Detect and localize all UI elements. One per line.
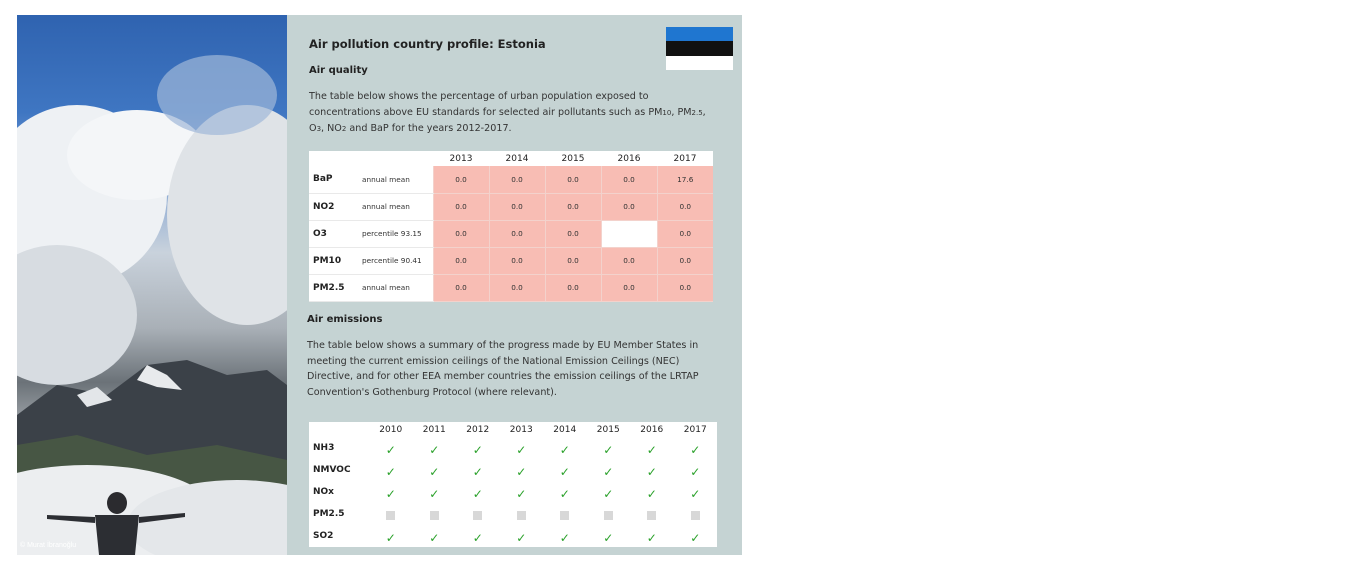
year-header: 2014 bbox=[489, 151, 545, 166]
year-header: 2015 bbox=[596, 424, 620, 435]
check-icon: ✓ bbox=[559, 464, 570, 479]
statistic-name: percentile 90.41 bbox=[358, 247, 433, 274]
check-icon: ✓ bbox=[559, 442, 570, 457]
status-cell-no-data bbox=[543, 503, 587, 525]
air-emissions-description: The table below shows a summary of the progress made by EU Member States in meeting the current emission ceilings of the National Emission Ceilings (NEC) Directive, and for other EEA member countries the emission ceilings of the LRTAP Convention's Gothenburg Protocol (where relevant). bbox=[307, 340, 699, 398]
no-data-icon bbox=[604, 511, 613, 520]
year-header: 2017 bbox=[683, 424, 707, 435]
exposure-value: 0.0 bbox=[545, 166, 601, 193]
check-icon: ✓ bbox=[603, 486, 614, 501]
exposure-value: 0.0 bbox=[545, 220, 601, 247]
pollutant-name: PM10 bbox=[309, 247, 358, 274]
table-row bbox=[309, 503, 717, 525]
air-emissions-body bbox=[309, 437, 717, 547]
flag-stripe-white bbox=[666, 56, 733, 70]
status-cell-met bbox=[630, 459, 674, 481]
status-cell-met bbox=[500, 459, 544, 481]
check-icon: ✓ bbox=[429, 442, 440, 457]
status-cell-met bbox=[456, 459, 500, 481]
year-header: 2013 bbox=[433, 151, 489, 166]
status-cell-no-data bbox=[587, 503, 631, 525]
table-row bbox=[309, 459, 717, 481]
year-header: 2011 bbox=[422, 424, 446, 435]
exposure-value: 0.0 bbox=[433, 166, 489, 193]
exposure-value: 0.0 bbox=[489, 220, 545, 247]
exposure-value: 0.0 bbox=[489, 274, 545, 301]
no-data-icon bbox=[647, 511, 656, 520]
check-icon: ✓ bbox=[646, 530, 657, 545]
check-icon: ✓ bbox=[603, 442, 614, 457]
check-icon: ✓ bbox=[646, 464, 657, 479]
pollutant-header bbox=[309, 151, 358, 166]
status-cell-met bbox=[369, 525, 413, 547]
pollutant-header bbox=[309, 422, 369, 437]
no-data-icon bbox=[473, 511, 482, 520]
statistic-name: annual mean bbox=[358, 193, 433, 220]
air-quality-header-row bbox=[309, 151, 713, 166]
air-emissions-table bbox=[309, 422, 717, 547]
status-cell-met bbox=[413, 437, 457, 459]
year-header: 2012 bbox=[466, 424, 490, 435]
flag-stripe-black bbox=[666, 41, 733, 55]
year-header: 2015 bbox=[545, 151, 601, 166]
pollutant-name: O3 bbox=[309, 220, 358, 247]
statistic-name: annual mean bbox=[358, 274, 433, 301]
pollutant-name: NOx bbox=[313, 487, 334, 497]
check-icon: ✓ bbox=[690, 442, 701, 457]
statistic-name: annual mean bbox=[358, 166, 433, 193]
no-data-icon bbox=[517, 511, 526, 520]
exposure-value: 0.0 bbox=[657, 274, 713, 301]
air-emissions-heading: Air emissions bbox=[307, 314, 383, 325]
check-icon: ✓ bbox=[690, 486, 701, 501]
exposure-value: 0.0 bbox=[657, 193, 713, 220]
status-cell-no-data bbox=[413, 503, 457, 525]
pollutant-name: PM2.5 bbox=[313, 509, 345, 519]
air-quality-table bbox=[309, 151, 713, 302]
check-icon: ✓ bbox=[516, 530, 527, 545]
check-icon: ✓ bbox=[603, 464, 614, 479]
status-cell-no-data bbox=[674, 503, 718, 525]
status-cell-met bbox=[456, 481, 500, 503]
status-cell-met bbox=[500, 437, 544, 459]
status-cell-met bbox=[543, 437, 587, 459]
pollutant-name: BaP bbox=[309, 166, 358, 193]
status-cell-met bbox=[369, 481, 413, 503]
check-icon: ✓ bbox=[472, 486, 483, 501]
photo-credit: © Murat İbranoğlu bbox=[20, 542, 77, 549]
status-cell-met bbox=[543, 525, 587, 547]
exposure-value: 0.0 bbox=[601, 193, 657, 220]
exposure-value: 0.0 bbox=[601, 274, 657, 301]
exposure-value: 0.0 bbox=[489, 193, 545, 220]
check-icon: ✓ bbox=[646, 442, 657, 457]
year-header: 2016 bbox=[640, 424, 664, 435]
exposure-value: 0.0 bbox=[545, 247, 601, 274]
no-data-icon bbox=[560, 511, 569, 520]
check-icon: ✓ bbox=[516, 486, 527, 501]
flag-stripe-blue bbox=[666, 27, 733, 41]
no-data-icon bbox=[430, 511, 439, 520]
status-cell-met bbox=[413, 459, 457, 481]
check-icon: ✓ bbox=[385, 530, 396, 545]
check-icon: ✓ bbox=[429, 464, 440, 479]
exposure-value: 0.0 bbox=[433, 274, 489, 301]
status-cell-met bbox=[674, 459, 718, 481]
no-data-icon bbox=[691, 511, 700, 520]
table-row bbox=[309, 220, 713, 247]
exposure-value: 0.0 bbox=[657, 247, 713, 274]
exposure-value: 0.0 bbox=[601, 166, 657, 193]
year-header: 2017 bbox=[657, 151, 713, 166]
year-header: 2010 bbox=[379, 424, 403, 435]
estonia-flag bbox=[666, 27, 733, 70]
no-data-icon bbox=[386, 511, 395, 520]
exposure-value: 0.0 bbox=[545, 274, 601, 301]
air-quality-heading: Air quality bbox=[309, 65, 368, 76]
status-cell-met bbox=[413, 481, 457, 503]
year-header: 2014 bbox=[553, 424, 577, 435]
check-icon: ✓ bbox=[472, 530, 483, 545]
pollutant-name: NMVOC bbox=[313, 465, 351, 475]
status-cell-met bbox=[630, 437, 674, 459]
table-row bbox=[309, 274, 713, 301]
status-cell-no-data bbox=[456, 503, 500, 525]
year-header: 2016 bbox=[601, 151, 657, 166]
status-cell-met bbox=[587, 437, 631, 459]
statistic-header bbox=[358, 151, 433, 166]
status-cell-no-data bbox=[630, 503, 674, 525]
status-cell-met bbox=[369, 459, 413, 481]
check-icon: ✓ bbox=[559, 486, 570, 501]
status-cell-met bbox=[500, 481, 544, 503]
table-row bbox=[309, 166, 713, 193]
check-icon: ✓ bbox=[516, 442, 527, 457]
check-icon: ✓ bbox=[516, 464, 527, 479]
mountain-cloud-illustration bbox=[17, 15, 287, 555]
status-cell-met bbox=[587, 459, 631, 481]
status-cell-met bbox=[543, 481, 587, 503]
exposure-value: 0.0 bbox=[433, 193, 489, 220]
exposure-value: 0.0 bbox=[433, 220, 489, 247]
check-icon: ✓ bbox=[690, 464, 701, 479]
exposure-value: 0.0 bbox=[601, 247, 657, 274]
table-row bbox=[309, 525, 717, 547]
status-cell-no-data bbox=[369, 503, 413, 525]
table-row bbox=[309, 193, 713, 220]
status-cell-met bbox=[413, 525, 457, 547]
exposure-value: 0.0 bbox=[433, 247, 489, 274]
exposure-value: 0.0 bbox=[489, 166, 545, 193]
check-icon: ✓ bbox=[559, 530, 570, 545]
exposure-value: 0.0 bbox=[489, 247, 545, 274]
exposure-value-missing bbox=[601, 220, 657, 247]
table-row bbox=[309, 437, 717, 459]
pollutant-name: NH3 bbox=[313, 443, 335, 453]
check-icon: ✓ bbox=[646, 486, 657, 501]
status-cell-met bbox=[630, 525, 674, 547]
pollutant-name: PM2.5 bbox=[309, 274, 358, 301]
check-icon: ✓ bbox=[472, 442, 483, 457]
check-icon: ✓ bbox=[429, 530, 440, 545]
table-row bbox=[309, 247, 713, 274]
table-row bbox=[309, 481, 717, 503]
pollutant-name: NO2 bbox=[309, 193, 358, 220]
status-cell-met bbox=[674, 437, 718, 459]
year-header: 2013 bbox=[509, 424, 533, 435]
exposure-value: 0.0 bbox=[657, 220, 713, 247]
air-emissions-header-row bbox=[309, 422, 717, 437]
status-cell-met bbox=[500, 525, 544, 547]
check-icon: ✓ bbox=[690, 530, 701, 545]
check-icon: ✓ bbox=[385, 486, 396, 501]
status-cell-met bbox=[630, 481, 674, 503]
status-cell-met bbox=[674, 525, 718, 547]
status-cell-met bbox=[674, 481, 718, 503]
pollutant-name: SO2 bbox=[313, 531, 334, 541]
exposure-value: 0.0 bbox=[545, 193, 601, 220]
status-cell-met bbox=[456, 525, 500, 547]
check-icon: ✓ bbox=[385, 442, 396, 457]
hero-photo bbox=[17, 15, 287, 555]
page-title: Air pollution country profile: Estonia bbox=[309, 37, 546, 51]
status-cell-met bbox=[456, 437, 500, 459]
check-icon: ✓ bbox=[603, 530, 614, 545]
exposure-value: 17.6 bbox=[657, 166, 713, 193]
status-cell-met bbox=[369, 437, 413, 459]
statistic-name: percentile 93.15 bbox=[358, 220, 433, 247]
status-cell-met bbox=[587, 481, 631, 503]
status-cell-no-data bbox=[500, 503, 544, 525]
check-icon: ✓ bbox=[429, 486, 440, 501]
check-icon: ✓ bbox=[472, 464, 483, 479]
status-cell-met bbox=[543, 459, 587, 481]
air-quality-description: The table below shows the percentage of urban population exposed to concentrations above EU standards for selected air pollutants such as PM10, PM2.5, O3, NO2 and BaP for the years 2012-2017. bbox=[309, 91, 706, 134]
check-icon: ✓ bbox=[385, 464, 396, 479]
status-cell-met bbox=[587, 525, 631, 547]
